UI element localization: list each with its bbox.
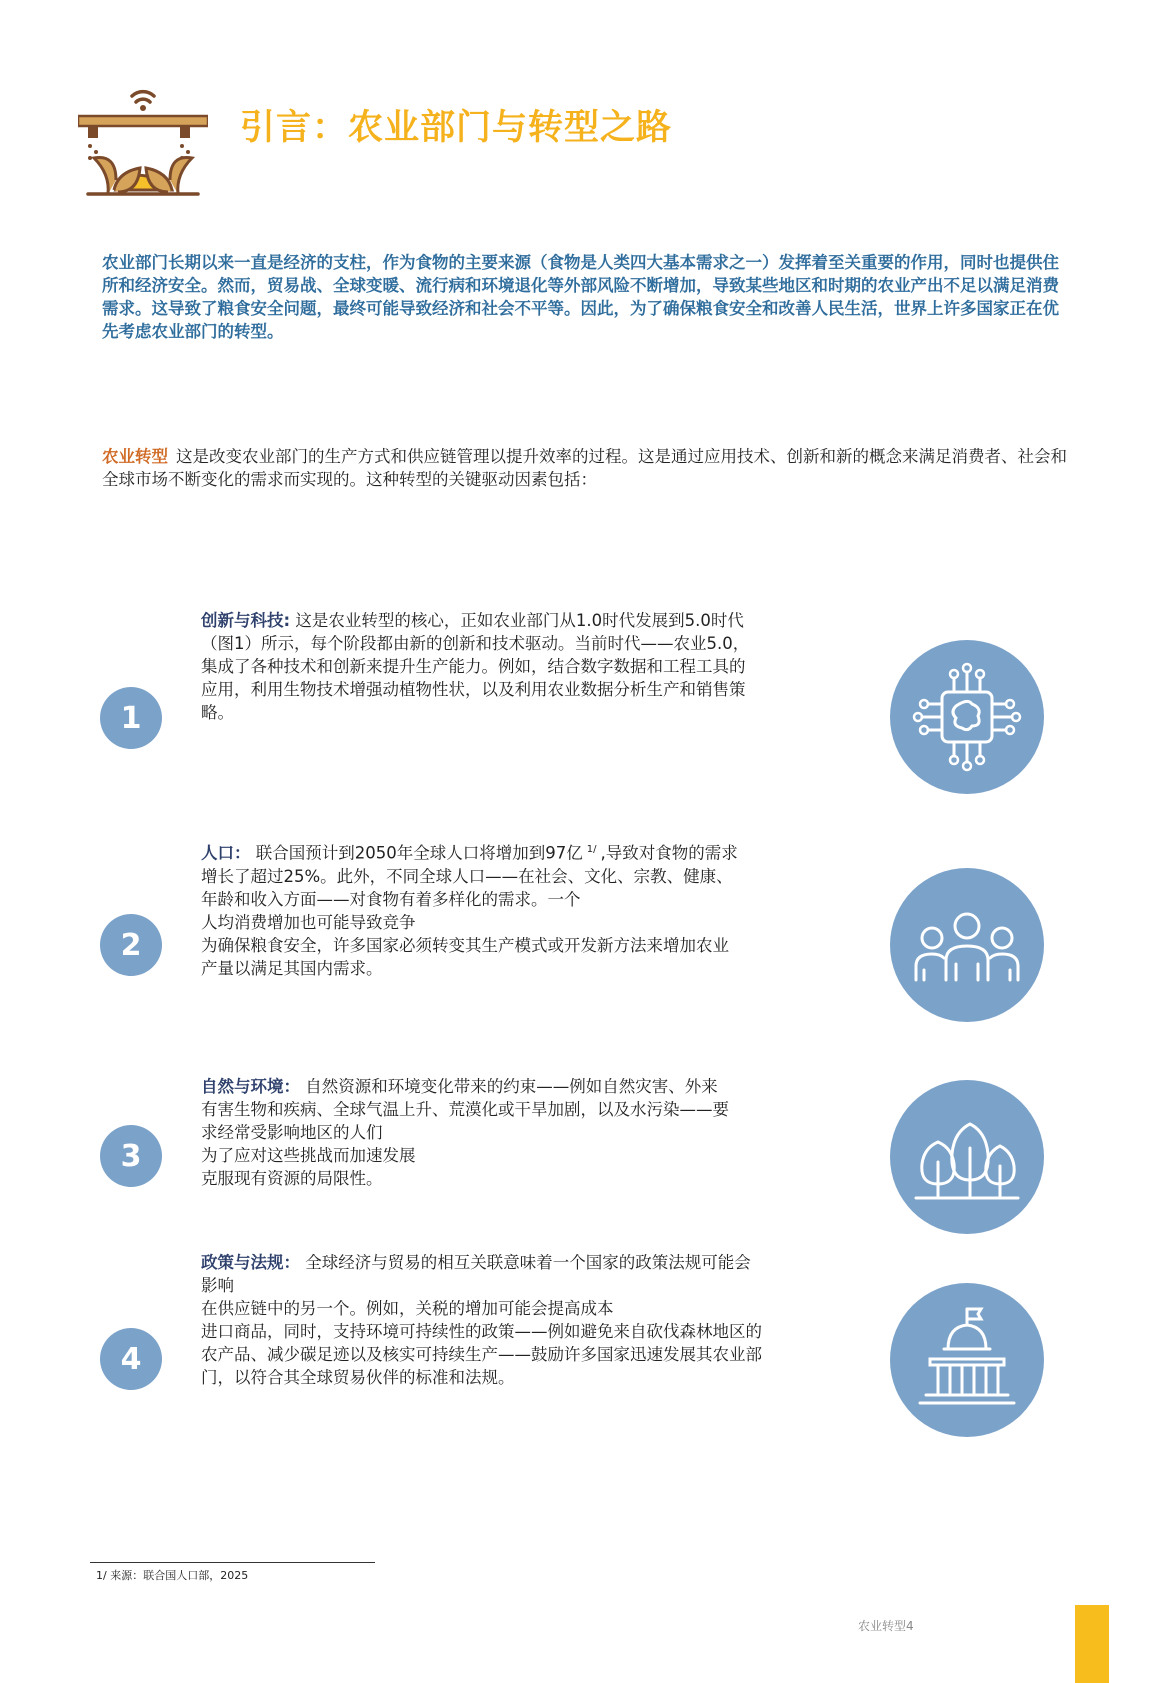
people-group-icon [890, 868, 1044, 1022]
item-4-line-5: 农产品、减少碳足迹以及核实可持续生产——鼓励许多国家迅速发展其农业部 [201, 1345, 762, 1364]
definition-text: 这是改变农业部门的生产方式和供应链管理以提升效率的过程。这是通过应用技术、创新和新的概念来满足消费者、社会和全球市场不断变化的需求而实现的。这种转型的关键驱动因素包括： [102, 447, 1067, 489]
item-4-line-3: 在供应链中的另一个。例如，关税的增加可能会提高成本 [201, 1299, 614, 1318]
item-3-text [201, 1075, 861, 1190]
item-2-line-5: 为确保粮食安全，许多国家必须转变其生产模式或开发新方法来增加农业 [201, 935, 729, 955]
item-4-heading: 政策与法规： [201, 1253, 300, 1272]
intro-paragraph: 农业部门长期以来一直是经济的支柱，作为食物的主要来源（食物是人类四大基本需求之一）发挥着至关重要的作用，同时也提供住所和经济安全。然而，贸易战、全球变暖、流行病和环境退化等外部风险不断增加，导致某些地区和时期的农业产出不足以满足消费需求。这导致了粮食安全问题，最终可能导致经济和社会不平等。因此，为了确保粮食安全和改善人民生活，世界上许多国家正在优先考虑农业部门的转型。 [102, 253, 1059, 341]
item-1-heading: 创新与科技: [201, 611, 291, 630]
page-title: 引言：农业部门与转型之路 [240, 108, 673, 148]
item-4-line-4: 进口商品，同时，支持环境可持续性的政策——例如避免来自砍伐森林地区的 [201, 1322, 762, 1341]
item-4-line-1: 全球经济与贸易的相互关联意味着一个国家的政策法规可能会 [305, 1253, 751, 1272]
item-4-line-2: 影响 [201, 1276, 234, 1295]
definition-paragraph [102, 445, 1070, 491]
page-number-label: 农业转型4 [858, 1619, 914, 1633]
item-1-text [201, 609, 861, 724]
trees-icon [890, 1080, 1044, 1234]
item-2-first-line-tail: ,导致对食物的需求 [600, 843, 738, 863]
item-2-footnote-ref: 1/ [586, 844, 597, 855]
item-4-text [201, 1251, 861, 1389]
item-1-line-3: 集成了各种技术和创新来提升生产能力。例如，结合数字数据和工程工具的 [201, 657, 746, 676]
item-3-line-4: 为了应对这些挑战而加速发展 [201, 1146, 416, 1165]
item-2-number-badge: 2 [100, 914, 162, 976]
item-1-line-1: 这是农业转型的核心，正如农业部门从1.0时代发展到5.0时代 [295, 611, 744, 630]
item-2-line-4: 人均消费增加也可能导致竞争 [201, 912, 416, 932]
item-3-line-1: 自然资源和环境变化带来的约束——例如自然灾害、外来 [305, 1077, 718, 1096]
item-3-number-badge: 3 [100, 1125, 162, 1187]
footnote: 1/ 来源：联合国人口部，2025 [96, 1569, 249, 1582]
item-2-first-line: 联合国预计到2050年全球人口将增加到97亿 [255, 843, 583, 863]
smart-farming-icon [78, 82, 208, 212]
item-4-number-badge: 4 [100, 1328, 162, 1390]
item-2-heading: 人口： [201, 843, 251, 863]
item-1-number-badge: 1 [100, 687, 162, 749]
item-3-line-5: 克服现有资源的局限性。 [201, 1169, 383, 1188]
item-2-line-3: 年龄和收入方面——对食物有着多样化的需求。一个 [201, 889, 581, 909]
footnote-divider [90, 1562, 375, 1563]
government-building-icon [890, 1283, 1044, 1437]
definition-keyword: 农业转型 [102, 447, 168, 466]
item-1-line-4: 应用，利用生物技术增强动植物性状，以及利用农业数据分析生产和销售策 [201, 680, 746, 699]
item-1-line-2: （图1）所示，每个阶段都由新的创新和技术驱动。当前时代——农业5.0， [201, 634, 750, 653]
item-3-line-2: 有害生物和疾病、全球气温上升、荒漠化或干旱加剧，以及水污染——要 [201, 1100, 729, 1119]
item-3-line-3: 求经常受影响地区的人们 [201, 1123, 383, 1142]
item-4-line-6: 门，以符合其全球贸易伙伴的标准和法规。 [201, 1368, 515, 1387]
item-2-line-2: 增长了超过25%。此外，不同全球人口——在社会、文化、宗教、健康、 [201, 866, 733, 886]
item-2-line-6: 产量以满足其国内需求。 [201, 958, 383, 978]
item-1-line-5: 略。 [201, 703, 234, 722]
item-3-heading: 自然与环境： [201, 1077, 300, 1096]
item-2-text [201, 838, 861, 980]
brain-chip-icon [890, 640, 1044, 794]
page-edge-tab [1075, 1605, 1109, 1683]
